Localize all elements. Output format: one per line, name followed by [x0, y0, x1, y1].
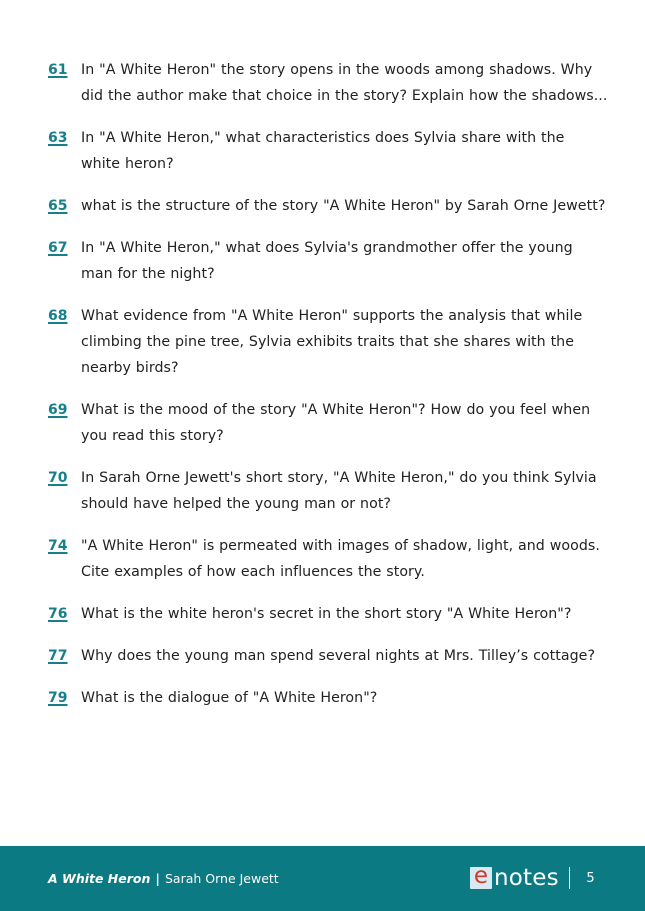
footer-author: Sarah Orne Jewett — [164, 871, 279, 886]
question-number-link[interactable]: 74 — [48, 538, 68, 554]
question-item — [48, 601, 608, 627]
enotes-logo-wordmark: notes — [494, 865, 559, 891]
question-item — [48, 193, 608, 219]
footer-book-title: A White Heron — [48, 871, 151, 886]
page-footer — [0, 846, 645, 911]
question-text: In "A White Heron," what does Sylvia's grandmother offer the young man for the night? — [81, 240, 573, 282]
question-number-link[interactable]: 70 — [48, 470, 68, 486]
question-text: In "A White Heron" the story opens in the woods among shadows. Why did the author make that choice in the story? Explain how the shadows... — [81, 62, 608, 104]
question-list — [48, 57, 608, 727]
question-item — [48, 125, 608, 177]
question-text: What is the mood of the story "A White Heron"? How do you feel when you read this story? — [81, 402, 591, 444]
question-number-link[interactable]: 61 — [48, 62, 68, 78]
question-item — [48, 685, 608, 711]
question-text: In "A White Heron," what characteristics does Sylvia share with the white heron? — [81, 130, 565, 172]
question-text: In Sarah Orne Jewett's short story, "A White Heron," do you think Sylvia should have helped the young man or not? — [81, 470, 597, 512]
question-item — [48, 303, 608, 381]
footer-divider — [569, 867, 571, 889]
question-text: What is the white heron's secret in the short story "A White Heron"? — [81, 606, 572, 622]
question-text: "A White Heron" is permeated with images of shadow, light, and woods. Cite examples of how each influences the story. — [81, 538, 600, 580]
question-number-link[interactable]: 77 — [48, 648, 68, 664]
question-text: Why does the young man spend several nights at Mrs. Tilley’s cottage? — [81, 648, 596, 664]
question-number-link[interactable]: 79 — [48, 690, 68, 706]
question-number-link[interactable]: 63 — [48, 130, 68, 146]
question-number-link[interactable]: 68 — [48, 308, 68, 324]
question-number-link[interactable]: 69 — [48, 402, 68, 418]
question-item — [48, 533, 608, 585]
question-number-link[interactable]: 65 — [48, 198, 68, 214]
question-item — [48, 643, 608, 669]
question-number-link[interactable]: 76 — [48, 606, 68, 622]
question-text: What is the dialogue of "A White Heron"? — [81, 690, 378, 706]
question-item — [48, 57, 608, 109]
question-item — [48, 397, 608, 449]
question-text: What evidence from "A White Heron" supports the analysis that while climbing the pine tree, Sylvia exhibits traits that she shares with the nearby birds? — [81, 308, 583, 376]
page-number: 5 — [586, 870, 595, 886]
enotes-logo-e-icon: e — [470, 867, 492, 889]
footer-branding — [470, 864, 595, 892]
question-text: what is the structure of the story "A White Heron" by Sarah Orne Jewett? — [81, 198, 606, 214]
footer-separator: | — [155, 871, 160, 886]
footer-citation — [48, 871, 279, 887]
question-number-link[interactable]: 67 — [48, 240, 68, 256]
question-item — [48, 235, 608, 287]
question-item — [48, 465, 608, 517]
